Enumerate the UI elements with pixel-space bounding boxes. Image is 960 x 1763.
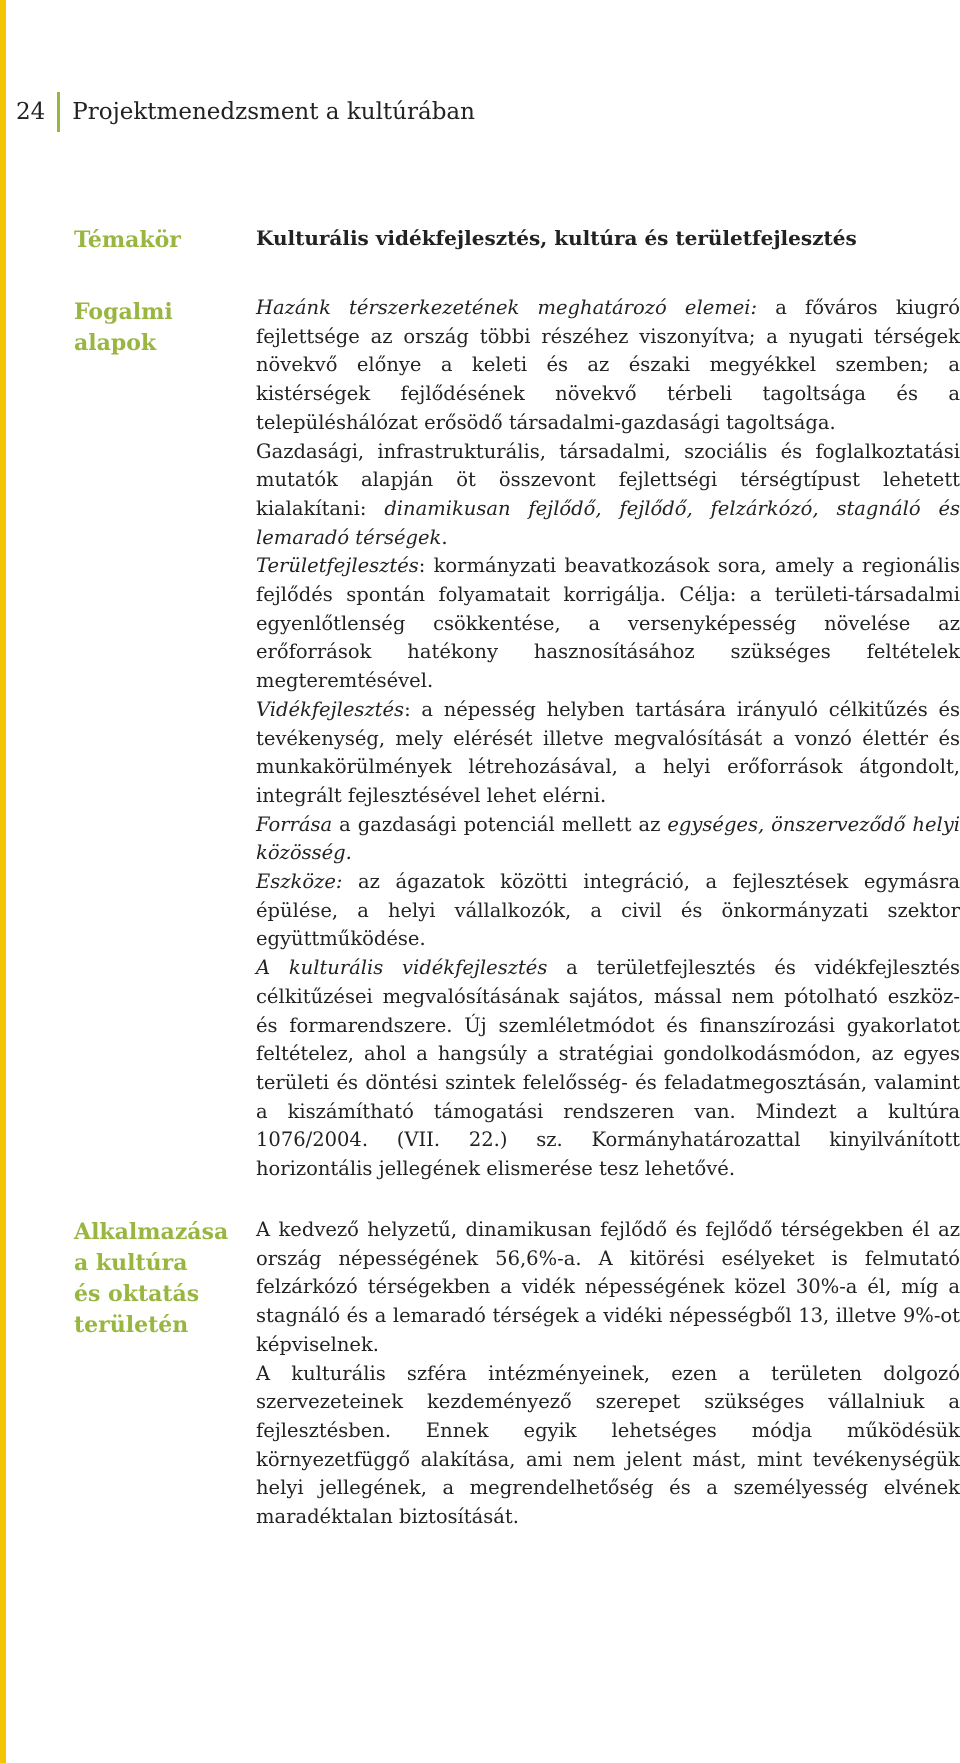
paragraph: A kedvező helyzetű, dinamikusan fejlődő és fejlődő térségekben él az ország népességének 56,6%-a. A kitörési esélyeket is felmutató felzárkózó térségekben a vidék népességének közel 30%-a él, míg a stagnáló és a lemaradó térségek a vidéki népességből 13, illetve 9%-ot képviselnek. [256, 1218, 960, 1356]
italic-term: egységes, önszerveződő helyi közösség. [256, 812, 960, 865]
section-label-fogalmi-alapok [74, 297, 234, 359]
label-line: Fogalmi [74, 299, 173, 325]
alkalmazasa-body [256, 1216, 960, 1532]
label-text: Témakör [74, 227, 181, 253]
italic-term: Területfejlesztés [256, 554, 419, 578]
header-divider [57, 92, 60, 132]
yellow-edge-bar [0, 0, 6, 1763]
label-line: és oktatás [74, 1281, 200, 1307]
paragraph [256, 438, 960, 553]
italic-term: dinamikusan fejlődő, fejlődő, felzárkózó, stagnáló és lemaradó térségek [256, 496, 960, 549]
fogalmi-alapok-body [256, 294, 960, 1184]
label-line: területén [74, 1312, 189, 1338]
label-line: Alkalmazása [74, 1219, 229, 1245]
italic-term: Forrása [256, 812, 333, 836]
paragraph-text: : kormányzati beavatkozások sora, amely a regionális fejlődés spontán folyamatait korrigálja. Célja: a területi-társadalmi egyenlőtlenség csökkentése, a versenyképesség növelése az erőforrások hatékony hasznosításához szükséges feltételek megteremtésével. [256, 554, 960, 693]
topic-title: Kulturális vidékfejlesztés, kultúra és területfejlesztés [256, 226, 857, 250]
paragraph [256, 294, 960, 438]
italic-term: Eszköze: [256, 870, 343, 894]
paragraph [256, 868, 960, 954]
section-label-temakor [74, 225, 234, 256]
paragraph-text: : a népesség helyben tartására irányuló célkitűzés és tevékenység, mely elérését illetve megvalósítását a vonzó élettér és munkakörülmények létrehozásával, a helyi erőforrások átgondolt, integrált fejlesztésével lehet elérni. [256, 697, 960, 807]
paragraph-text: a gazdasági potenciál mellett az [332, 812, 668, 836]
italic-term: Vidékfejlesztés [256, 697, 405, 721]
section-label-alkalmazasa [74, 1217, 234, 1341]
paragraph-text: Gazdasági, infrastrukturális, társadalmi, szociális és foglalkoztatási mutatók alapján öt összevont fejlettségi térségtípust lehetett kialakítani: [256, 439, 960, 520]
page-number: 24 [16, 99, 46, 125]
label-line: alapok [74, 330, 157, 356]
paragraph [256, 696, 960, 811]
paragraph [256, 552, 960, 696]
paragraph [256, 954, 960, 1184]
paragraph: A kulturális szféra intézményeinek, ezen a területen dolgozó szervezeteinek kezdeményező szerepet szükséges vállalniuk a fejlesztésben. Ennek egyik lehetséges módja működésük környezetfüggő alakítása, ami nem jelent mást, mint tevékenységük helyi jellegének, a megrendelhetőség és a személyesség elvének maradéktalan biztosítását. [256, 1361, 960, 1529]
label-line: a kultúra [74, 1250, 188, 1276]
italic-term: Hazánk térszerkezetének meghatározó elemei: [256, 296, 758, 319]
paragraph-text: a főváros kiugró fejlettsége az ország többi részéhez viszonyítva; a nyugati térségek növekvő előnye a keleti és az északi megyékkel szemben; a kistérségek fejlődésének növekvő térbeli tagoltsága és a településhálózat erősödő társadalmi-gazdasági tagoltsága. [256, 296, 960, 434]
page-header [16, 92, 475, 132]
italic-term: A kulturális vidékfejlesztés [256, 956, 548, 980]
paragraph-text: . [441, 525, 448, 549]
running-title: Projektmenedzsment a kultúrában [72, 99, 475, 125]
paragraph [256, 811, 960, 868]
paragraph-text: az ágazatok közötti integráció, a fejlesztések egymásra épülése, a helyi vállalkozók, a civil és önkormányzati szektor együttműködése. [256, 870, 960, 951]
paragraph-text: a területfejlesztés és vidékfejlesztés célkitűzései megvalósításának sajátos, mással nem pótolható eszköz- és formarendszere. Új szemléletmódot és finanszírozási gyakorlatot feltételez, ahol a hangsúly a stratégiai gondolkodásmódon, az egyes területi és döntési szintek felelősség- és feladatmegosztásán, valamint a kiszámítható támogatási rendszeren van. Mindezt a kultúra 1076/2004. (VII. 22.) sz. Kormányhatározattal kinyilvánított horizontális jellegének elismerése tesz lehetővé. [256, 956, 960, 1181]
